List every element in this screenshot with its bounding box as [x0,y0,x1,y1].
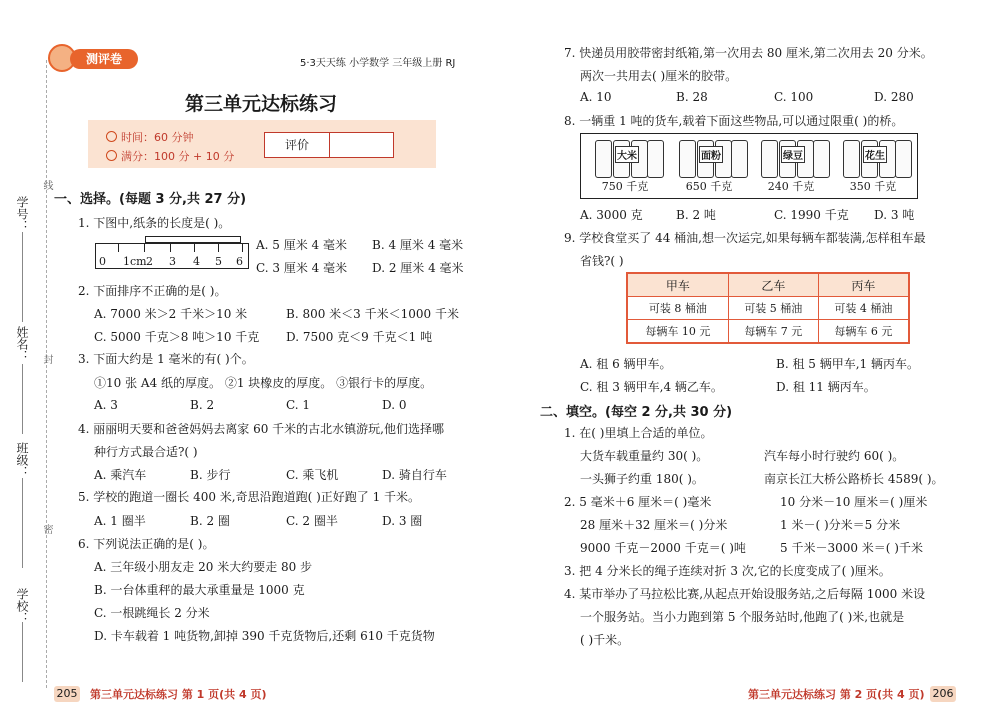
goods-weight: 350 千克 [849,180,897,193]
goods-mung-bean [753,138,829,194]
table-row [627,320,909,344]
paper-strip [145,236,241,243]
q3-option-a: A. 3 [94,398,118,412]
sack-icon [895,140,912,178]
ruler-tick [194,244,195,252]
sack-icon [761,140,778,178]
table-header-cell: 乙车 [728,273,818,297]
q7-stem-line1: 7. 快递员用胶带密封纸箱,第一次用去 80 厘米,第二次用去 20 分米。 [564,46,933,60]
q7-stem-line2: 两次一共用去( )厘米的胶带。 [580,69,738,83]
footer-right: 第三单元达标练习 第 2 页(共 4 页) [748,688,925,701]
q1-option-c: C. 3 厘米 4 毫米 [256,261,348,275]
footer-left: 第三单元达标练习 第 1 页(共 4 页) [90,688,267,701]
q9-option-c: C. 租 3 辆甲车,4 辆乙车。 [580,380,723,394]
q8-option-b: B. 2 吨 [676,208,716,222]
f4-line1: 4. 某市举办了马拉松比赛,从起点开始设服务站,之后每隔 1000 米设 [564,587,926,601]
q1-option-d: D. 2 厘米 4 毫米 [372,261,464,275]
sack-icon [647,140,664,178]
table-cell: 可装 5 桶油 [728,297,818,320]
q9-option-d: D. 租 11 辆丙车。 [776,380,876,394]
q2-option-a: A. 7000 米＞2 千米＞10 米 [94,307,248,321]
q3-stem: 3. 下面大约是 1 毫米的有( )个。 [78,352,254,366]
q2-option-d: D. 7500 克＜9 千克＜1 吨 [286,330,433,344]
q3-option-c: C. 1 [286,398,311,412]
q2-option-b: B. 800 米＜3 千米＜1000 千米 [286,307,459,321]
sack-icon [679,140,696,178]
f1-item: 一头狮子约重 180( )。 [580,472,704,486]
section-2-heading: 二、填空。(每空 2 分,共 30 分) [540,405,733,420]
table-cell: 可装 8 桶油 [627,297,728,320]
ruler [95,243,249,269]
q2-stem: 2. 下面排序不正确的是( )。 [78,284,227,298]
q8-option-d: D. 3 吨 [874,208,915,222]
q1-stem: 1. 下图中,纸条的长度是( )。 [78,216,231,230]
q8-stem: 8. 一辆重 1 吨的货车,载着下面这些物品,可以通过限重( )的桥。 [564,114,904,128]
f4-line2: 一个服务站。当小力跑到第 5 个服务站时,他跑了( )米,也就是 [580,610,905,624]
spine-mark: 封 [41,354,52,364]
q4-option-a: A. 乘汽车 [94,468,147,482]
f1-item: 汽车每小时行驶约 60( )。 [764,449,905,463]
f2-item: 2. 5 毫米＋6 厘米＝( )毫米 [564,495,712,509]
table-cell: 每辆车 7 元 [728,320,818,344]
q3-option-d: D. 0 [382,398,407,412]
student-no-blank [22,232,23,322]
page-number-left: 205 [54,686,80,702]
q9-option-a: A. 租 6 辆甲车。 [580,357,672,371]
goods-label: 大米 [615,146,639,163]
logo-badge: 测评卷 [70,49,138,69]
q5-option-b: B. 2 圈 [190,514,230,528]
goods-label: 面粉 [699,146,723,163]
table-cell: 每辆车 10 元 [627,320,728,344]
info-box [88,120,436,168]
q5-option-c: C. 2 圈半 [286,514,338,528]
goods-label: 绿豆 [781,146,805,163]
q4-option-b: B. 步行 [190,468,231,482]
logo [48,44,140,72]
q4-stem-line1: 4. 丽丽明天要和爸爸妈妈去离家 60 千米的古北水镇游玩,他们选择哪 [78,422,444,436]
f2-item: 1 米－( )分米＝5 分米 [780,518,901,532]
f2-item: 5 千米－3000 米＝( )千米 [780,541,923,555]
q6-option-c: C. 一根跳绳长 2 分米 [94,606,210,620]
ruler-tick [144,244,145,252]
q1-option-a: A. 5 厘米 4 毫米 [256,238,348,252]
ruler-tick [170,244,171,252]
sack-icon [731,140,748,178]
table-cell: 每辆车 6 元 [818,320,909,344]
ruler-label: 6 [236,255,243,268]
q6-stem: 6. 下列说法正确的是( )。 [78,537,215,551]
q7-option-d: D. 280 [874,90,914,104]
q3-items: ①10 张 A4 纸的厚度。 ②1 块橡皮的厚度。 ③银行卡的厚度。 [94,376,433,390]
q5-option-a: A. 1 圈半 [94,514,146,528]
sack-icon [843,140,860,178]
sack-icon [813,140,830,178]
score-info: 满分：100 分 + 10 分 [106,148,234,164]
q2-option-c: C. 5000 千克＞8 吨＞10 千克 [94,330,260,344]
ruler-label: 0 [99,255,106,268]
name-blank [22,364,23,434]
table-cell: 可装 4 桶油 [818,297,909,320]
q4-option-d: D. 骑自行车 [382,468,447,482]
ruler-tick [218,244,219,252]
page-number-right: 206 [930,686,956,702]
section-1-heading: 一、选择。(每题 3 分,共 27 分) [54,192,247,207]
f2-item: 28 厘米＋32 厘米＝( )分米 [580,518,728,532]
student-no-label: 学号： [15,196,29,232]
f2-item: 9000 千克－2000 千克＝( )吨 [580,541,746,555]
f1-stem: 1. 在( )里填上合适的单位。 [564,426,713,440]
goods-peanut [835,138,911,194]
table-row [627,297,909,320]
sack-icon [595,140,612,178]
spine-mark: 密 [41,524,52,534]
q7-option-b: B. 28 [676,90,708,104]
goods-weight: 650 千克 [685,180,733,193]
f1-item: 大货车载重量约 30( )。 [580,449,709,463]
cut-line [46,60,47,688]
f4-line3: ( )千米。 [580,633,630,647]
page-header: 5·3天天练 小学数学 三年级上册 RJ [300,58,456,69]
goods-label: 花生 [863,146,887,163]
q9-stem-line2: 省钱?( ) [580,254,624,268]
ruler-label: 2 [146,255,153,268]
q5-stem: 5. 学校的跑道一圈长 400 米,奇思沿跑道跑( )正好跑了 1 千米。 [78,490,421,504]
q7-option-a: A. 10 [580,90,612,104]
q6-option-a: A. 三年级小朋友走 20 米大约要走 80 步 [94,560,313,574]
q9-option-b: B. 租 5 辆甲车,1 辆丙车。 [776,357,919,371]
page-title: 第三单元达标练习 [185,93,338,115]
q4-stem-line2: 种行方式最合适?( ) [94,445,198,459]
check-icon [106,150,117,161]
ruler-tick [242,244,243,252]
goods-weight: 240 千克 [767,180,815,193]
goods-rice [587,138,663,194]
q7-option-c: C. 100 [774,90,814,104]
clock-icon [106,131,117,142]
eval-box [264,132,394,158]
class-blank [22,478,23,568]
q8-option-a: A. 3000 克 [580,208,643,222]
ruler-label: 3 [169,255,176,268]
q1-option-b: B. 4 厘米 4 毫米 [372,238,464,252]
f3-stem: 3. 把 4 分米长的绳子连续对折 3 次,它的长度变成了( )厘米。 [564,564,891,578]
school-blank [22,622,23,682]
q6-option-d: D. 卡车载着 1 吨货物,卸掉 390 千克货物后,还剩 610 千克货物 [94,629,435,643]
goods-weight: 750 千克 [601,180,649,193]
name-label: 姓名： [15,326,29,362]
class-label: 班级： [15,442,29,478]
goods-flour [671,138,747,194]
ruler-label: 1cm [123,255,147,268]
table-header-cell: 丙车 [818,273,909,297]
f1-item: 南京长江大桥公路桥长 4589( )。 [764,472,944,486]
q8-option-c: C. 1990 千克 [774,208,849,222]
ruler-label: 5 [215,255,222,268]
school-label: 学校： [15,588,29,624]
q6-option-b: B. 一台体重秤的最大承重量是 1000 克 [94,583,305,597]
q3-option-b: B. 2 [190,398,215,412]
goods-figure [580,133,918,199]
spine-mark: 线 [41,180,52,190]
table-header-row [627,273,909,297]
ruler-label: 4 [193,255,200,268]
time-info: 时间：60 分钟 [106,129,194,145]
q9-stem-line1: 9. 学校食堂买了 44 桶油,想一次运完,如果每辆车都装满,怎样租车最 [564,231,926,245]
f2-item: 10 分米－10 厘米＝( )厘米 [780,495,928,509]
ruler-tick [118,244,119,252]
car-rental-table [626,272,910,344]
eval-label: 评价 [265,133,330,157]
q4-option-c: C. 乘飞机 [286,468,339,482]
table-header-cell: 甲车 [627,273,728,297]
q5-option-d: D. 3 圈 [382,514,423,528]
